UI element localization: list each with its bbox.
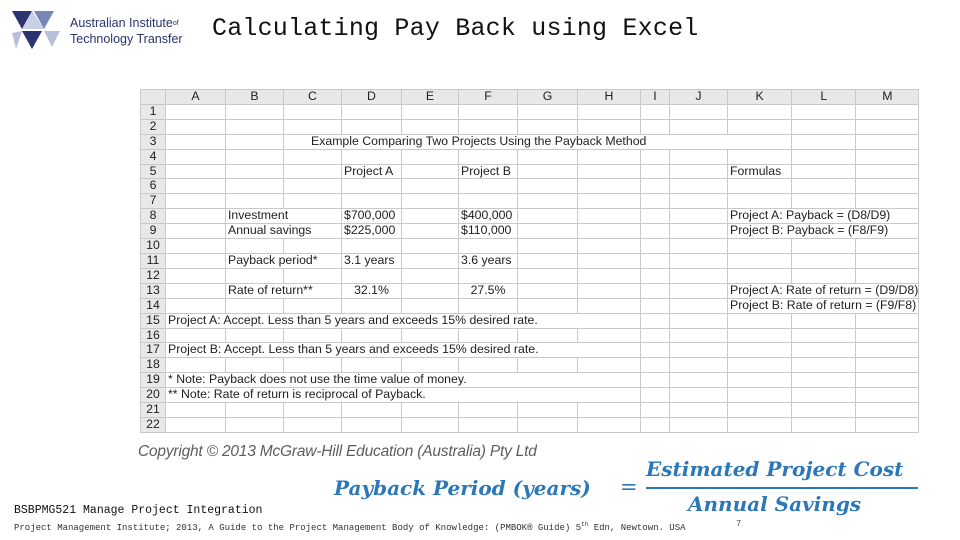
reference-citation [14, 519, 714, 534]
sheet-row [141, 134, 919, 149]
col-header-a: A [166, 90, 226, 105]
row-number: 18 [141, 358, 166, 373]
row-number: 22 [141, 417, 166, 432]
sheet-row [141, 268, 919, 283]
sheet-row [141, 104, 919, 119]
sheet-row [141, 403, 919, 418]
row-number: 16 [141, 328, 166, 343]
note-payback: * Note: Payback does not use the time value of money. [166, 373, 641, 388]
row-number: 19 [141, 373, 166, 388]
row-number: 4 [141, 149, 166, 164]
payback-formula [334, 456, 934, 518]
investment-b: $400,000 [459, 209, 518, 224]
project-b-header: Project B [459, 164, 518, 179]
row-number: 8 [141, 209, 166, 224]
page-number: 7 [736, 519, 742, 529]
col-header-g: G [518, 90, 578, 105]
formula-lhs: Payback Period (years) [334, 476, 591, 500]
logo [10, 9, 190, 57]
annual-savings-label: Annual savings [226, 224, 342, 239]
rate-of-return-label: Rate of return** [226, 283, 342, 298]
sheet-row [141, 343, 919, 358]
row-number: 13 [141, 283, 166, 298]
row-number: 9 [141, 224, 166, 239]
row-number: 11 [141, 253, 166, 268]
reference-text-end: Edn, Newtown. USA [588, 523, 686, 533]
sheet-row [141, 328, 919, 343]
reference-text: Project Management Institute; 2013, A Guide to the Project Management Body of Knowledge: (PMBOK® Guide) 5 [14, 523, 582, 533]
col-header-j: J [670, 90, 728, 105]
sheet-row [141, 224, 919, 239]
col-header-d: D [342, 90, 402, 105]
reference-superscript: th [581, 521, 589, 528]
sheet-row [141, 283, 919, 298]
annual-savings-b: $110,000 [459, 224, 518, 239]
sheet-title-cell: Example Comparing Two Projects Using the Payback Method [284, 134, 792, 149]
logo-line-1: Australian Institute [70, 16, 173, 30]
col-header-l: L [792, 90, 856, 105]
row-number: 17 [141, 343, 166, 358]
col-header-e: E [402, 90, 459, 105]
sheet-row [141, 253, 919, 268]
sheet-row [141, 119, 919, 134]
sheet-row [141, 388, 919, 403]
row-number: 3 [141, 134, 166, 149]
formula-return-b: Project B: Rate of return = (F9/F8) [728, 298, 919, 313]
logo-text [70, 16, 183, 47]
row-number: 10 [141, 239, 166, 254]
sheet-row [141, 358, 919, 373]
logo-mark-icon [10, 9, 64, 57]
spreadsheet-grid [140, 89, 919, 433]
row-number: 15 [141, 313, 166, 328]
col-header-m: M [856, 90, 919, 105]
row-number: 14 [141, 298, 166, 313]
sheet-row [141, 239, 919, 254]
corner-cell [141, 90, 166, 105]
row-number: 6 [141, 179, 166, 194]
copyright-notice: Copyright © 2013 McGraw-Hill Education (Australia) Pty Ltd [138, 443, 537, 460]
row-number: 7 [141, 194, 166, 209]
row-number: 1 [141, 104, 166, 119]
investment-a: $700,000 [342, 209, 402, 224]
payback-period-label: Payback period* [226, 253, 342, 268]
col-header-c: C [284, 90, 342, 105]
col-header-h: H [578, 90, 641, 105]
payback-period-a: 3.1 years [342, 253, 402, 268]
sheet-row [141, 164, 919, 179]
page-title: Calculating Pay Back using Excel [212, 14, 699, 43]
spreadsheet-image [140, 89, 940, 434]
annual-savings-a: $225,000 [342, 224, 402, 239]
sheet-row [141, 373, 919, 388]
sheet-row [141, 313, 919, 328]
col-header-b: B [226, 90, 284, 105]
sheet-row [141, 417, 919, 432]
column-header-row [141, 90, 919, 105]
formula-equals: = [620, 475, 638, 499]
note-rate-of-return: ** Note: Rate of return is reciprocal of Payback. [166, 388, 641, 403]
sheet-row [141, 209, 919, 224]
formula-payback-a: Project A: Payback = (D8/D9) [728, 209, 919, 224]
project-a-decision: Project A: Accept. Less than 5 years and exceeds 15% desired rate. [166, 313, 641, 328]
row-number: 5 [141, 164, 166, 179]
sheet-row [141, 179, 919, 194]
sheet-row [141, 194, 919, 209]
formula-numerator: Estimated Project Cost [646, 457, 904, 481]
course-code: BSBPMG521 Manage Project Integration [14, 504, 263, 517]
investment-label: Investment [226, 209, 342, 224]
row-number: 12 [141, 268, 166, 283]
row-number: 2 [141, 119, 166, 134]
project-a-header: Project A [342, 164, 402, 179]
rate-of-return-a: 32.1% [342, 283, 402, 298]
payback-period-b: 3.6 years [459, 253, 518, 268]
formula-denominator: Annual Savings [688, 492, 862, 516]
project-b-decision: Project B: Accept. Less than 5 years and exceeds 15% desired rate. [166, 343, 641, 358]
formula-return-a: Project A: Rate of return = (D9/D8) [728, 283, 919, 298]
row-number: 21 [141, 403, 166, 418]
formulas-header: Formulas [728, 164, 792, 179]
logo-line-2: Technology Transfer [70, 31, 183, 46]
fraction-bar [646, 487, 918, 489]
col-header-i: I [641, 90, 670, 105]
sheet-row [141, 298, 919, 313]
col-header-f: F [459, 90, 518, 105]
col-header-k: K [728, 90, 792, 105]
row-number: 20 [141, 388, 166, 403]
rate-of-return-b: 27.5% [459, 283, 518, 298]
logo-of: of [172, 20, 179, 27]
sheet-row [141, 149, 919, 164]
formula-payback-b: Project B: Payback = (F8/F9) [728, 224, 919, 239]
